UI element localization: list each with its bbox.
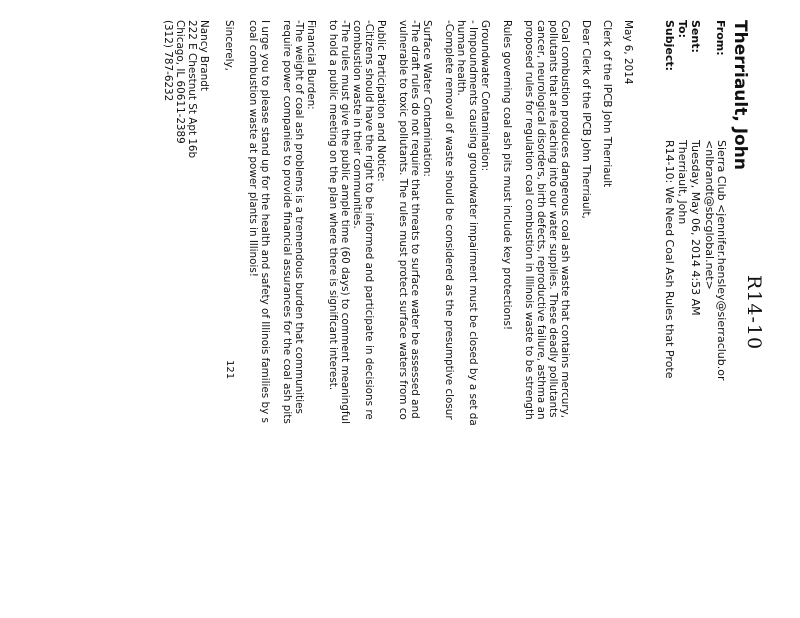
signature-phone: (312) 787-6232: [162, 20, 174, 102]
signature-city: Chicago, IL 60611-2389: [174, 20, 186, 144]
document-number: R14-10: [743, 275, 765, 351]
public-participation-heading: Public Participation and Notice:: [375, 20, 387, 182]
from-line-2: <nlbrandt@sbcglobal.net>: [703, 140, 716, 290]
surface-water-line: -The draft rules do not require that threats to surface water be assessed and: [409, 20, 421, 419]
sent-label: Sent:: [689, 20, 702, 53]
groundwater-line: human health.: [455, 20, 467, 96]
rules-intro: Rules governing coal ash pits must include key protections!: [501, 20, 513, 331]
intro-line: cancer, neurological disorders, birth defects, reproductive failure, asthma an: [535, 20, 547, 420]
public-participation-line: -Citizens should have the right to be informed and participate in decisions re: [363, 20, 375, 420]
from-label: From:: [714, 20, 727, 56]
intro-line: proposed rules for regulation coal combustion in Illinois waste to be strength: [523, 20, 535, 420]
signature-name: Nancy Brandt: [198, 20, 210, 91]
surface-water-heading: Surface Water Contamination:: [421, 20, 433, 177]
letter-date: May 6, 2014: [622, 20, 634, 85]
to-value: Therriault, John: [676, 140, 689, 225]
groundwater-heading: Groundwater Contamination:: [479, 20, 491, 172]
financial-burden-line: require power companies to provide financial assurances for the coal ash pits: [281, 20, 293, 424]
groundwater-line: - Impoundments causing groundwater impairment must be closed by a set da: [467, 20, 479, 426]
to-label: To:: [676, 20, 689, 38]
recipient-line: Clerk of the IPCB John Therriault: [601, 20, 613, 188]
groundwater-line: -Complete removal of waste should be considered as the presumptive closur: [443, 20, 455, 420]
intro-line: Coal combustion produces dangerous coal ash waste that contains mercury,: [559, 20, 571, 419]
salutation: Dear Clerk of the IPCB John Therriault,: [580, 20, 592, 219]
page-number: 121: [224, 360, 235, 380]
sent-value: Tuesday, May 06, 2014 4:53 AM: [689, 140, 702, 316]
surface-water-line: vulnerable to toxic pollutants. The rules must protect surface waters from co: [397, 20, 409, 420]
signoff: Sincerely,: [223, 20, 235, 71]
from-value: [703, 140, 727, 381]
financial-burden-line: -The weight of coal ash problems is a tremendous burden that communities: [293, 20, 305, 414]
closing-line: coal combustion waste at power plants in Illinois!: [247, 20, 259, 277]
public-participation-line: -The rules must give the public ample time (60 days) to comment meaningful: [339, 20, 351, 424]
closing-line: I urge you to please stand up for the health and safety of Illinois families by s: [259, 20, 271, 423]
subject-label: Subject:: [663, 20, 676, 72]
financial-burden-heading: Financial Burden:: [305, 20, 317, 110]
signature-street: 222 E Chestnut St Apt 16b: [186, 20, 198, 159]
public-participation-line: to hold a public meeting on the plan where there is significant interest.: [327, 20, 339, 391]
subject-value: R14-10: We Need Coal Ash Rules that Prote: [663, 140, 676, 379]
from-line-1: Sierra Club <jennifer.hensley@sierraclub.or: [715, 140, 728, 381]
sender-name: Therriault, John: [730, 20, 750, 170]
public-participation-line: combustion waste in their communities.: [351, 20, 363, 229]
intro-line: pollutants that are leaching into our water supplies. These deadly pollutants: [547, 20, 559, 418]
